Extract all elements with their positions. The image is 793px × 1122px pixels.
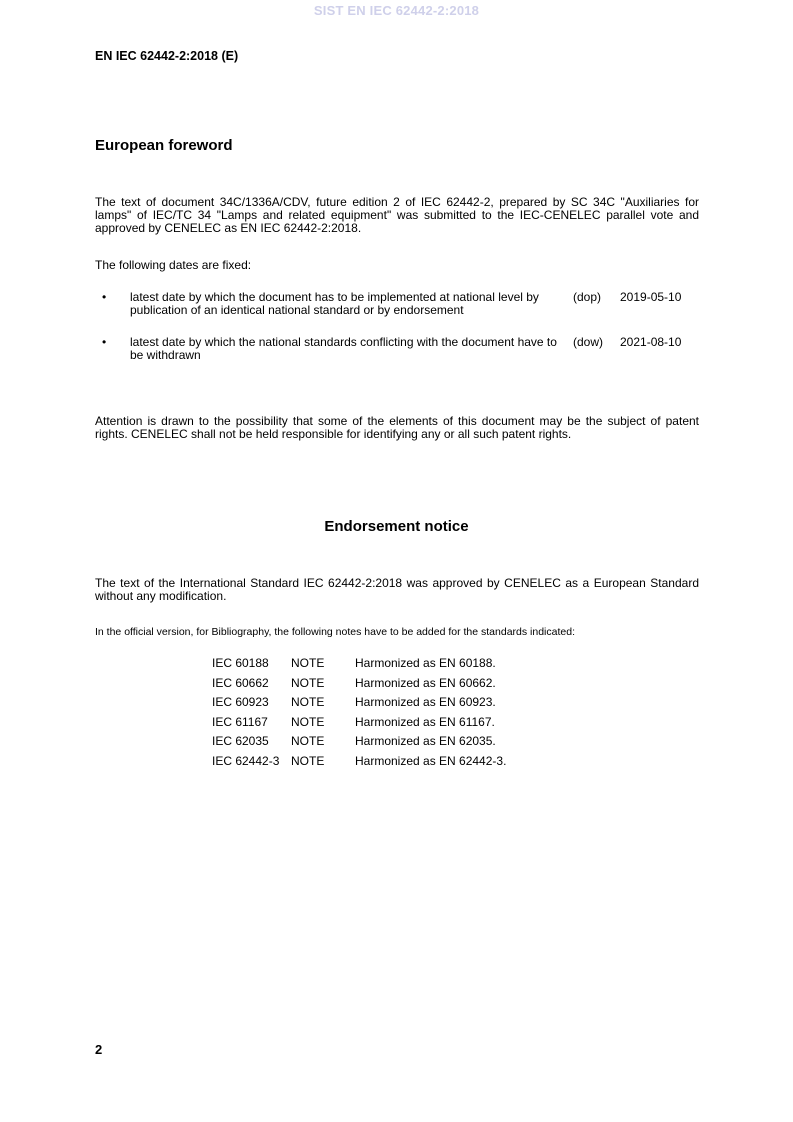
note-text: Harmonized as EN 61167. <box>355 714 495 729</box>
note-text: Harmonized as EN 62442-3. <box>355 753 507 768</box>
bullet-icon: • <box>102 290 107 304</box>
foreword-intro-paragraph: The text of document 34C/1336A/CDV, future edition 2 of IEC 62442-2, prepared by SC 34C "Auxiliaries for lamps" of IEC/TC 34 "Lamps and related equipment" was submitted to the IEC-CENELEC parallel vote and approved by CENELEC as EN IEC 62442-2:2018. <box>95 195 699 235</box>
note-label: NOTE <box>291 734 325 748</box>
note-row <box>212 716 552 736</box>
note-label: NOTE <box>291 753 325 768</box>
page-number: 2 <box>95 1042 103 1057</box>
note-label: NOTE <box>291 695 325 709</box>
date-item-text: latest date by which the document has to be implemented at national level by publication of an identical national standard or by endorsement <box>130 290 539 317</box>
note-standard: IEC 61167 <box>212 714 268 729</box>
bibliography-notes-table <box>212 657 552 774</box>
note-standard: IEC 62035 <box>212 734 269 748</box>
note-standard: IEC 60662 <box>212 675 269 690</box>
dates-intro: The following dates are fixed: <box>95 258 252 272</box>
notes-intro: In the official version, for Bibliography, the following notes have to be added for the standards indicated: <box>95 626 575 638</box>
document-id-header: EN IEC 62442-2:2018 (E) <box>95 49 239 63</box>
note-row <box>212 657 552 677</box>
note-row <box>212 677 552 697</box>
date-item-text: latest date by which the national standards conflicting with the document have to be withdrawn <box>130 335 557 362</box>
date-item-code: (dop) <box>573 290 602 304</box>
note-label: NOTE <box>291 656 325 670</box>
note-text: Harmonized as EN 60188. <box>355 656 496 670</box>
date-item-code: (dow) <box>573 335 604 349</box>
note-standard: IEC 62442-3 <box>212 753 280 768</box>
note-row <box>212 735 552 755</box>
foreword-title: European foreword <box>95 137 233 154</box>
watermark: SIST EN IEC 62442-2:2018 <box>313 3 480 18</box>
note-text: Harmonized as EN 62035. <box>355 734 496 748</box>
note-standard: IEC 60188 <box>212 656 269 670</box>
patent-rights-paragraph: Attention is drawn to the possibility that some of the elements of this document may be the subject of patent rights. CENELEC shall not be held responsible for identifying any or all such patent rights. <box>95 414 699 441</box>
bullet-icon: • <box>102 335 107 349</box>
note-row <box>212 755 552 775</box>
note-label: NOTE <box>291 714 325 729</box>
date-item-date: 2019-05-10 <box>620 290 682 304</box>
endorsement-paragraph: The text of the International Standard IEC 62442-2:2018 was approved by CENELEC as a European Standard without any modification. <box>95 576 699 603</box>
endorsement-title: Endorsement notice <box>324 518 469 535</box>
note-standard: IEC 60923 <box>212 695 269 709</box>
note-text: Harmonized as EN 60923. <box>355 695 496 709</box>
note-row <box>212 696 552 716</box>
note-text: Harmonized as EN 60662. <box>355 675 496 690</box>
date-item-date: 2021-08-10 <box>620 335 682 349</box>
note-label: NOTE <box>291 675 325 690</box>
